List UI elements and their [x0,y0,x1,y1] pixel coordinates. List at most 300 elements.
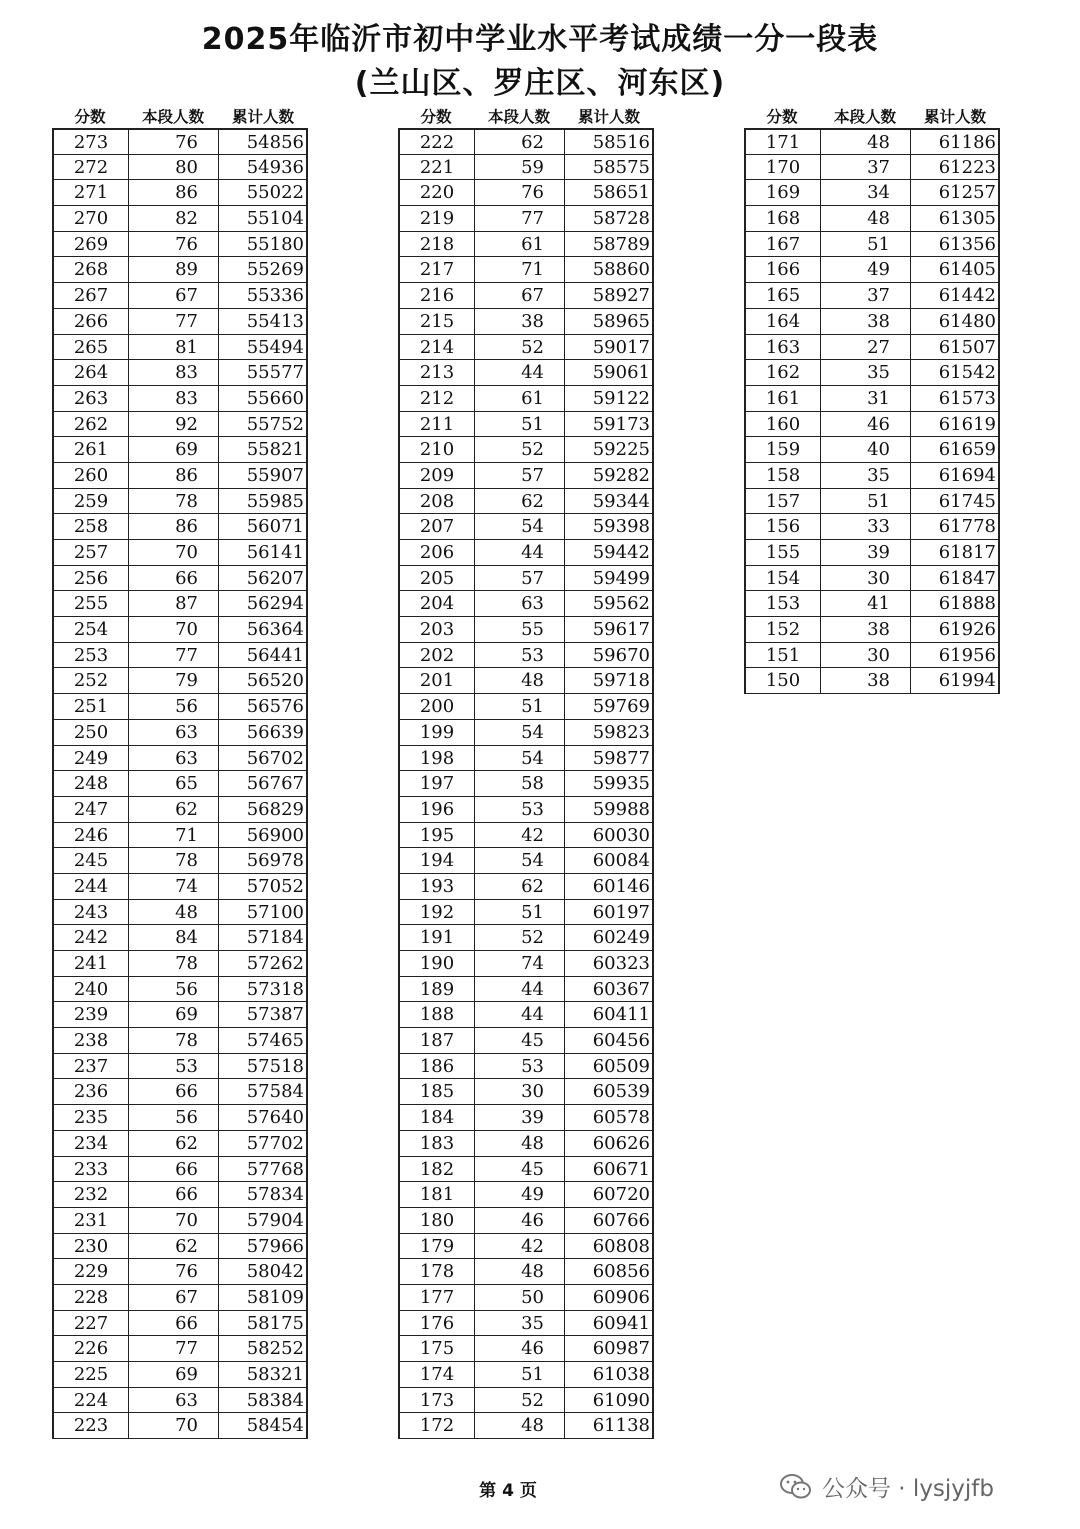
table-row [744,643,1000,669]
score-cell: 198 [398,746,474,771]
segment-count-cell: 78 [128,1028,218,1053]
score-cell: 229 [52,1259,128,1284]
cumulative-count-cell: 61745 [910,489,1000,514]
segment-count-cell: 62 [474,874,564,899]
table-row [744,155,1000,181]
segment-count-cell: 30 [820,643,910,668]
header-cumulative-count: 累计人数 [231,108,294,126]
table-row [398,1234,654,1260]
score-cell: 163 [744,335,820,360]
table-row [398,746,654,772]
cumulative-count-cell: 56207 [218,566,308,591]
cumulative-count-cell: 58175 [218,1311,308,1336]
table-row [744,412,1000,438]
cumulative-count-cell: 59562 [564,591,654,616]
segment-count-cell: 56 [128,977,218,1002]
table-row [52,746,308,772]
score-cell: 225 [52,1362,128,1387]
segment-count-cell: 69 [128,1362,218,1387]
cumulative-count-cell: 61778 [910,514,1000,539]
score-cell: 206 [398,540,474,565]
segment-count-cell: 66 [128,1079,218,1104]
table-row [52,977,308,1003]
segment-count-cell: 63 [128,720,218,745]
cumulative-count-cell: 59935 [564,771,654,796]
score-cell: 172 [398,1413,474,1438]
score-cell: 182 [398,1157,474,1182]
cumulative-count-cell: 60411 [564,1002,654,1027]
score-cell: 242 [52,925,128,950]
cumulative-count-cell: 55336 [218,283,308,308]
segment-count-cell: 41 [820,591,910,616]
table-row [744,232,1000,258]
score-cell: 221 [398,155,474,180]
table-row [398,1182,654,1208]
header-cumulative-count: 累计人数 [923,108,986,126]
segment-count-cell: 58 [474,771,564,796]
score-table-column-3 [744,104,1000,694]
table-row [744,489,1000,515]
cumulative-count-cell: 55413 [218,309,308,334]
segment-count-cell: 63 [128,746,218,771]
table-row [398,180,654,206]
table-row [52,643,308,669]
segment-count-cell: 54 [474,746,564,771]
cumulative-count-cell: 57966 [218,1234,308,1259]
table-row [52,617,308,643]
table-row [398,540,654,566]
score-cell: 253 [52,643,128,668]
cumulative-count-cell: 57465 [218,1028,308,1053]
watermark [780,1470,994,1503]
score-cell: 153 [744,591,820,616]
cumulative-count-cell: 60197 [564,900,654,925]
segment-count-cell: 86 [128,180,218,205]
table-row [52,720,308,746]
cumulative-count-cell: 57518 [218,1054,308,1079]
table-row [52,1054,308,1080]
cumulative-count-cell: 58516 [564,130,654,154]
table-row [744,386,1000,412]
table-row [52,1208,308,1234]
cumulative-count-cell: 57904 [218,1208,308,1233]
cumulative-count-cell: 59988 [564,797,654,822]
table-row [744,617,1000,643]
segment-count-cell: 37 [820,155,910,180]
segment-count-cell: 51 [474,900,564,925]
table-row [398,1336,654,1362]
table-body [52,128,308,1439]
cumulative-count-cell: 60671 [564,1157,654,1182]
score-cell: 211 [398,412,474,437]
table-row [52,1028,308,1054]
segment-count-cell: 76 [128,130,218,154]
table-row [744,514,1000,540]
table-row [398,951,654,977]
table-row [398,1002,654,1028]
segment-count-cell: 55 [474,617,564,642]
table-row [398,591,654,617]
score-cell: 174 [398,1362,474,1387]
table-row [744,283,1000,309]
table-row [52,257,308,283]
table-row [744,463,1000,489]
segment-count-cell: 35 [474,1311,564,1336]
segment-count-cell: 51 [474,1362,564,1387]
cumulative-count-cell: 55577 [218,360,308,385]
cumulative-count-cell: 55907 [218,463,308,488]
cumulative-count-cell: 58927 [564,283,654,308]
cumulative-count-cell: 60626 [564,1131,654,1156]
cumulative-count-cell: 57318 [218,977,308,1002]
cumulative-count-cell: 59442 [564,540,654,565]
score-cell: 269 [52,232,128,257]
score-cell: 266 [52,309,128,334]
table-row [52,463,308,489]
table-row [398,1157,654,1183]
segment-count-cell: 38 [820,309,910,334]
table-row [52,1131,308,1157]
table-row [398,900,654,926]
score-cell: 255 [52,591,128,616]
cumulative-count-cell: 61442 [910,283,1000,308]
score-cell: 224 [52,1388,128,1413]
segment-count-cell: 46 [474,1336,564,1361]
score-cell: 262 [52,412,128,437]
segment-count-cell: 66 [128,1157,218,1182]
score-cell: 215 [398,309,474,334]
score-cell: 161 [744,386,820,411]
table-row [744,437,1000,463]
table-row [52,566,308,592]
table-row [398,1131,654,1157]
cumulative-count-cell: 59499 [564,566,654,591]
table-row [744,335,1000,361]
segment-count-cell: 50 [474,1285,564,1310]
cumulative-count-cell: 55022 [218,180,308,205]
table-row [52,668,308,694]
score-cell: 179 [398,1234,474,1259]
segment-count-cell: 67 [128,283,218,308]
score-cell: 265 [52,335,128,360]
table-row [52,412,308,438]
score-cell: 232 [52,1182,128,1207]
segment-count-cell: 77 [128,309,218,334]
table-row [398,514,654,540]
table-row [52,925,308,951]
segment-count-cell: 82 [128,206,218,231]
table-row [398,309,654,335]
table-row [398,232,654,258]
score-cell: 245 [52,848,128,873]
cumulative-count-cell: 57834 [218,1182,308,1207]
score-cell: 249 [52,746,128,771]
segment-count-cell: 52 [474,335,564,360]
cumulative-count-cell: 58965 [564,309,654,334]
table-row [744,540,1000,566]
cumulative-count-cell: 61847 [910,566,1000,591]
score-cell: 154 [744,566,820,591]
score-cell: 188 [398,1002,474,1027]
table-row [398,386,654,412]
score-cell: 223 [52,1413,128,1438]
cumulative-count-cell: 56767 [218,771,308,796]
segment-count-cell: 51 [820,489,910,514]
cumulative-count-cell: 56441 [218,643,308,668]
cumulative-count-cell: 55104 [218,206,308,231]
score-cell: 259 [52,489,128,514]
table-row [398,617,654,643]
table-row [52,1234,308,1260]
segment-count-cell: 81 [128,335,218,360]
segment-count-cell: 59 [474,155,564,180]
score-cell: 176 [398,1311,474,1336]
segment-count-cell: 83 [128,360,218,385]
cumulative-count-cell: 59670 [564,643,654,668]
header-segment-count: 本段人数 [833,108,896,126]
score-cell: 244 [52,874,128,899]
score-cell: 254 [52,617,128,642]
table-row [398,643,654,669]
table-row [398,566,654,592]
table-row [398,1208,654,1234]
segment-count-cell: 48 [474,1259,564,1284]
segment-count-cell: 78 [128,848,218,873]
segment-count-cell: 70 [128,1413,218,1438]
score-cell: 234 [52,1131,128,1156]
segment-count-cell: 66 [128,566,218,591]
table-row [398,283,654,309]
segment-count-cell: 35 [820,360,910,385]
score-cell: 187 [398,1028,474,1053]
table-row [52,951,308,977]
score-cell: 219 [398,206,474,231]
score-cell: 152 [744,617,820,642]
score-cell: 239 [52,1002,128,1027]
cumulative-count-cell: 56520 [218,668,308,693]
segment-count-cell: 70 [128,540,218,565]
score-cell: 252 [52,668,128,693]
table-row [398,437,654,463]
score-cell: 197 [398,771,474,796]
score-cell: 180 [398,1208,474,1233]
cumulative-count-cell: 57387 [218,1002,308,1027]
header-score: 分数 [766,108,798,126]
segment-count-cell: 48 [128,900,218,925]
table-row [398,489,654,515]
page-subtitle: (兰山区、罗庄区、河东区) [354,66,726,101]
score-cell: 256 [52,566,128,591]
table-row [744,360,1000,386]
segment-count-cell: 63 [128,1388,218,1413]
score-cell: 247 [52,797,128,822]
score-cell: 183 [398,1131,474,1156]
score-cell: 186 [398,1054,474,1079]
segment-count-cell: 44 [474,977,564,1002]
table-row [52,1336,308,1362]
cumulative-count-cell: 58728 [564,206,654,231]
cumulative-count-cell: 60456 [564,1028,654,1053]
table-row [52,1362,308,1388]
segment-count-cell: 48 [820,130,910,154]
cumulative-count-cell: 60941 [564,1311,654,1336]
cumulative-count-cell: 56294 [218,591,308,616]
score-table-column-2 [398,104,654,1439]
cumulative-count-cell: 59398 [564,514,654,539]
cumulative-count-cell: 56639 [218,720,308,745]
table-row [52,1002,308,1028]
score-cell: 217 [398,257,474,282]
score-cell: 207 [398,514,474,539]
table-row [52,1182,308,1208]
score-cell: 268 [52,257,128,282]
cumulative-count-cell: 61186 [910,130,1000,154]
score-cell: 208 [398,489,474,514]
segment-count-cell: 80 [128,155,218,180]
segment-count-cell: 66 [128,1311,218,1336]
segment-count-cell: 74 [474,951,564,976]
segment-count-cell: 86 [128,463,218,488]
table-row [52,1105,308,1131]
segment-count-cell: 48 [474,1131,564,1156]
segment-count-cell: 42 [474,823,564,848]
score-cell: 267 [52,283,128,308]
table-row [744,309,1000,335]
table-row [398,874,654,900]
score-cell: 192 [398,900,474,925]
cumulative-count-cell: 60539 [564,1079,654,1104]
cumulative-count-cell: 58384 [218,1388,308,1413]
table-row [52,1079,308,1105]
table-row [52,540,308,566]
cumulative-count-cell: 59769 [564,694,654,719]
segment-count-cell: 37 [820,283,910,308]
table-row [52,1259,308,1285]
cumulative-count-cell: 61090 [564,1388,654,1413]
cumulative-count-cell: 58252 [218,1336,308,1361]
score-cell: 222 [398,130,474,154]
cumulative-count-cell: 61956 [910,643,1000,668]
segment-count-cell: 78 [128,489,218,514]
cumulative-count-cell: 58454 [218,1413,308,1438]
score-cell: 228 [52,1285,128,1310]
segment-count-cell: 51 [474,694,564,719]
score-cell: 258 [52,514,128,539]
table-row [398,257,654,283]
score-cell: 193 [398,874,474,899]
cumulative-count-cell: 59718 [564,668,654,693]
cumulative-count-cell: 61542 [910,360,1000,385]
cumulative-count-cell: 57184 [218,925,308,950]
table-row [398,360,654,386]
cumulative-count-cell: 56900 [218,823,308,848]
segment-count-cell: 49 [820,257,910,282]
table-row [52,874,308,900]
table-row [52,232,308,258]
cumulative-count-cell: 61356 [910,232,1000,257]
table-row [398,1105,654,1131]
table-row [52,694,308,720]
table-row [52,129,308,155]
cumulative-count-cell: 61659 [910,437,1000,462]
table-row [398,823,654,849]
segment-count-cell: 86 [128,514,218,539]
table-row [398,668,654,694]
score-cell: 189 [398,977,474,1002]
table-row [52,823,308,849]
cumulative-count-cell: 55660 [218,386,308,411]
table-row [398,335,654,361]
segment-count-cell: 51 [474,412,564,437]
table-row [52,797,308,823]
table-row [398,412,654,438]
cumulative-count-cell: 56364 [218,617,308,642]
table-row [744,566,1000,592]
cumulative-count-cell: 56829 [218,797,308,822]
cumulative-count-cell: 56702 [218,746,308,771]
cumulative-count-cell: 59344 [564,489,654,514]
segment-count-cell: 89 [128,257,218,282]
cumulative-count-cell: 60808 [564,1234,654,1259]
segment-count-cell: 61 [474,386,564,411]
score-cell: 250 [52,720,128,745]
cumulative-count-cell: 59617 [564,617,654,642]
table-row [744,129,1000,155]
table-row [398,1054,654,1080]
segment-count-cell: 38 [474,309,564,334]
table-row [398,1388,654,1414]
segment-count-cell: 52 [474,925,564,950]
cumulative-count-cell: 60766 [564,1208,654,1233]
table-row [398,797,654,823]
score-cell: 272 [52,155,128,180]
segment-count-cell: 45 [474,1028,564,1053]
segment-count-cell: 44 [474,540,564,565]
page-number: 第 4 页 [479,1481,537,1501]
cumulative-count-cell: 60249 [564,925,654,950]
score-cell: 201 [398,668,474,693]
segment-count-cell: 74 [128,874,218,899]
score-cell: 251 [52,694,128,719]
segment-count-cell: 71 [128,823,218,848]
segment-count-cell: 42 [474,1234,564,1259]
segment-count-cell: 30 [820,566,910,591]
score-cell: 218 [398,232,474,257]
table-row [52,489,308,515]
cumulative-count-cell: 55269 [218,257,308,282]
watermark-text: 公众号 · lysjyjfb [822,1476,995,1502]
score-cell: 162 [744,360,820,385]
header-segment-count: 本段人数 [141,108,204,126]
segment-count-cell: 44 [474,360,564,385]
segment-count-cell: 56 [128,694,218,719]
score-cell: 248 [52,771,128,796]
cumulative-count-cell: 57052 [218,874,308,899]
segment-count-cell: 35 [820,463,910,488]
table-row [398,1413,654,1439]
segment-count-cell: 66 [128,1182,218,1207]
table-row [398,1285,654,1311]
table-row [52,360,308,386]
table-row [52,900,308,926]
cumulative-count-cell: 57100 [218,900,308,925]
header-score: 分数 [74,108,106,126]
segment-count-cell: 92 [128,412,218,437]
segment-count-cell: 61 [474,232,564,257]
cumulative-count-cell: 61994 [910,668,1000,693]
segment-count-cell: 33 [820,514,910,539]
score-cell: 216 [398,283,474,308]
